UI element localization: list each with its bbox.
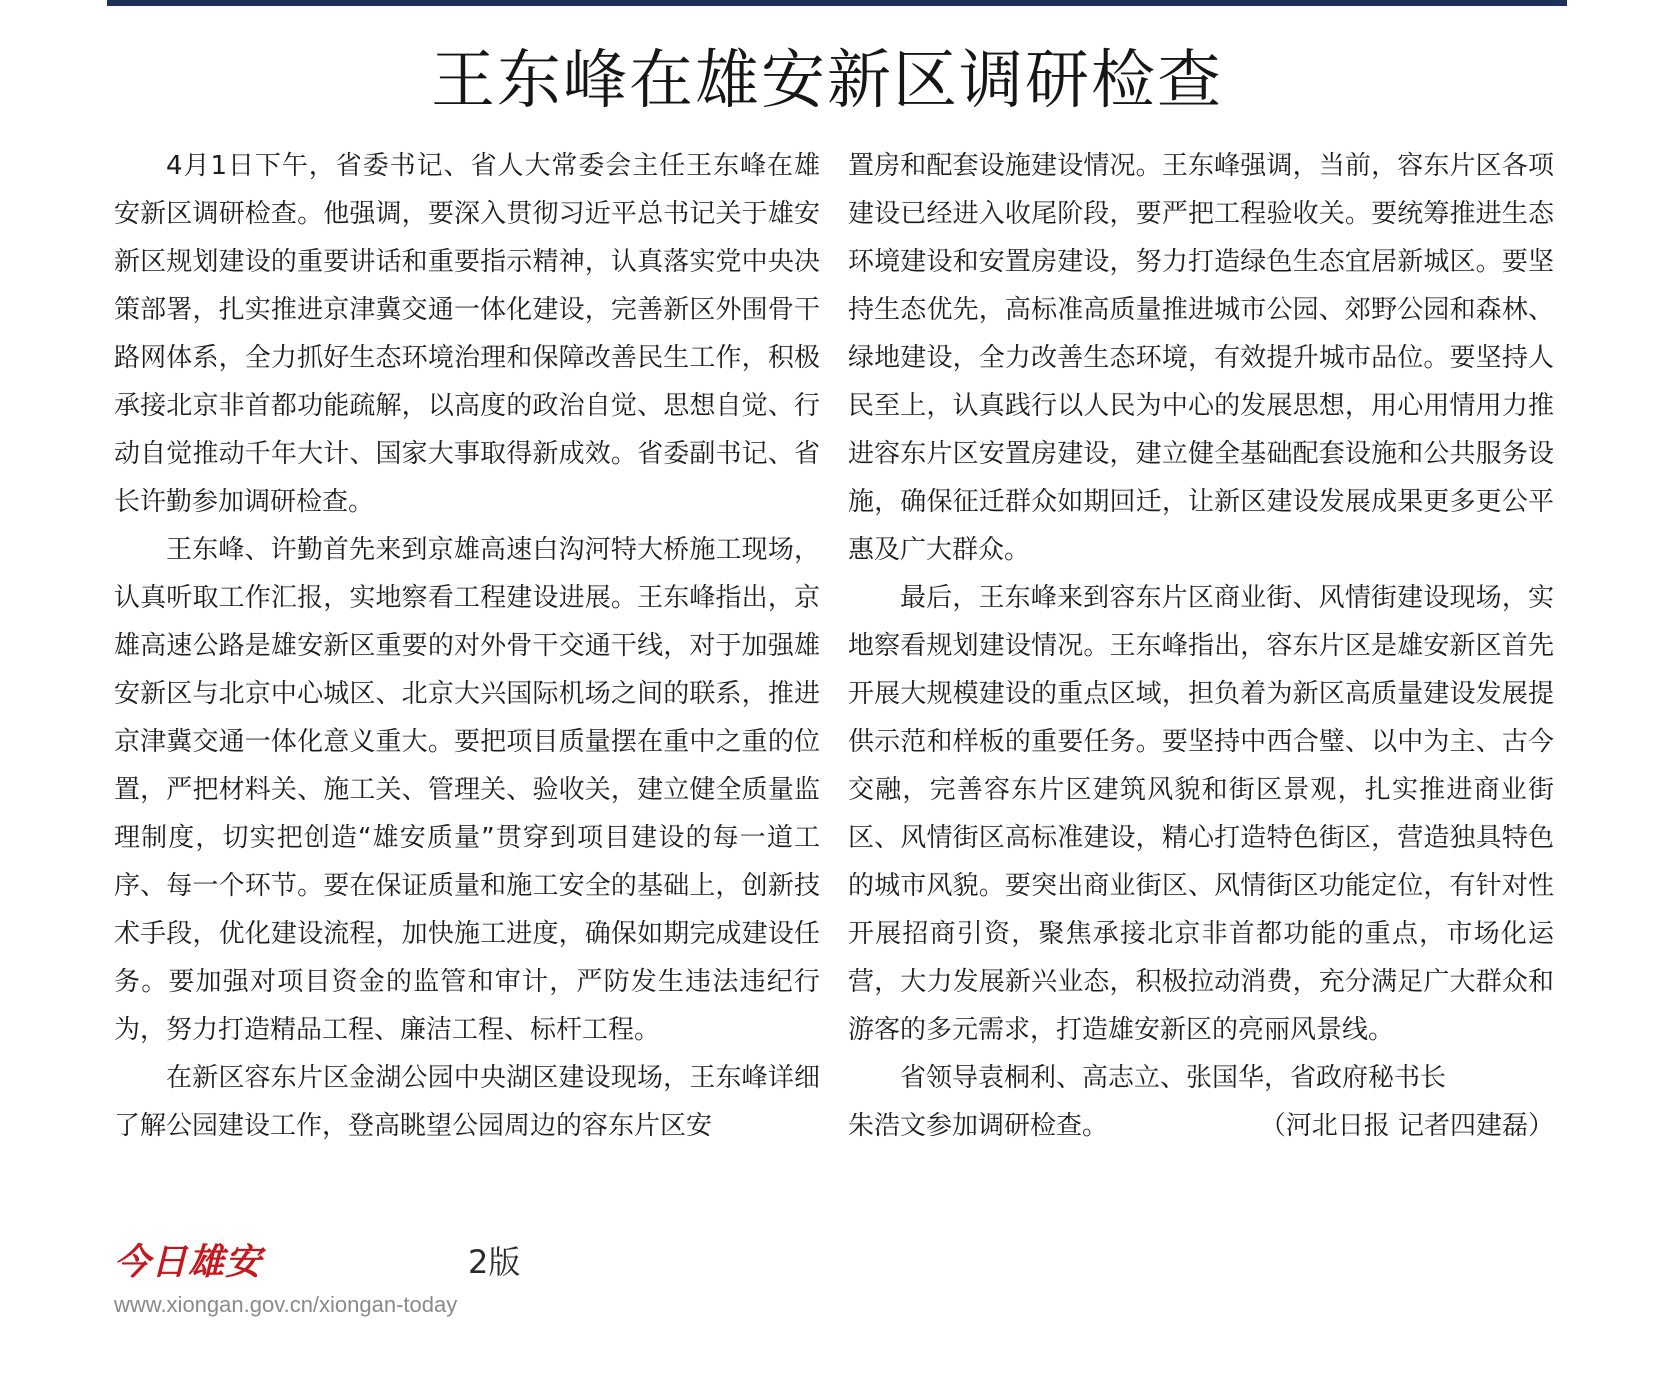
page-number: 2版	[468, 1243, 521, 1281]
paragraph-4: 最后，王东峰来到容东片区商业街、风情街建设现场，实地察看规划建设情况。王东峰指出，容东片区是雄安新区首先开展大规模建设的重点区域，担负着为新区高质量建设发展提供示范和样板的重要任务。要坚持中西合璧、以中为主、古今交融，完善容东片区建筑风貌和街区景观，扎实推进商业街区、风情街区高标准建设，精心打造特色街区，营造独具特色的城市风貌。要突出商业街区、风情街区功能定位，有针对性开展招商引资，聚焦承接北京非首都功能的重点，市场化运营，大力发展新兴业态，积极拉动消费，充分满足广大群众和游客的多元需求，打造雄安新区的亮丽风景线。	[848, 583, 1554, 1045]
article-headline: 王东峰在雄安新区调研检查	[431, 44, 1223, 118]
byline-row	[848, 1102, 1554, 1150]
paragraph-3-end: 置房和配套设施建设情况。王东峰强调，当前，容东片区各项建设已经进入收尾阶段，要严把工程验收关。要统筹推进生态环境建设和安置房建设，努力打造绿色生态宜居新城区。要坚持生态优先，高标准高质量推进城市公园、郊野公园和森林、绿地建设，全力改善生态环境，有效提升城市品位。要坚持人民至上，认真践行以人民为中心的发展思想，用心用情用力推进容东片区安置房建设，建立健全基础配套设施和公共服务设施，确保征迁群众如期回迁，让新区建设发展成果更多更公平惠及广大群众。	[848, 151, 1554, 565]
right-column	[848, 142, 1554, 1162]
top-rule	[107, 0, 1567, 6]
byline: （河北日报 记者四建磊）	[1259, 1111, 1554, 1141]
paragraph-2: 王东峰、许勤首先来到京雄高速白沟河特大桥施工现场，认真听取工作汇报，实地察看工程建设进展。王东峰指出，京雄高速公路是雄安新区重要的对外骨干交通干线，对于加强雄安新区与北京中心城区、北京大兴国际机场之间的联系，推进京津冀交通一体化意义重大。要把项目质量摆在重中之重的位置，严把材料关、施工关、管理关、验收关，建立健全质量监理制度，切实把创造“雄安质量”贯穿到项目建设的每一道工序、每一个环节。要在保证质量和施工安全的基础上，创新技术手段，优化建设流程，加快施工进度，确保如期完成建设任务。要加强对项目资金的监管和审计，严防发生违法违纪行为，努力打造精品工程、廉洁工程、标杆工程。	[114, 535, 820, 1045]
footer-url[interactable]: www.xiongan.gov.cn/xiongan-today	[114, 1292, 458, 1317]
paragraph-1: 4月1日下午，省委书记、省人大常委会主任王东峰在雄安新区调研检查。他强调，要深入贯彻习近平总书记关于雄安新区规划建设的重要讲话和重要指示精神，认真落实党中央决策部署，扎实推进京津冀交通一体化建设，完善新区外围骨干路网体系，全力抓好生态环境治理和保障改善民生工作，积极承接北京非首都功能疏解，以高度的政治自觉、思想自觉、行动自觉推动千年大计、国家大事取得新成效。省委副书记、省长许勤参加调研检查。	[114, 151, 820, 517]
paragraph-3-start: 在新区容东片区金湖公园中央湖区建设现场，王东峰详细了解公园建设工作，登高眺望公园周边的容东片区安	[114, 1063, 820, 1141]
left-column	[114, 142, 820, 1162]
footer-logo: 今日雄安	[114, 1241, 263, 1283]
paragraph-5-last-line: 朱浩文参加调研检查。	[848, 1111, 1109, 1141]
paragraph-5: 省领导袁桐利、高志立、张国华，省政府秘书长	[900, 1063, 1447, 1093]
